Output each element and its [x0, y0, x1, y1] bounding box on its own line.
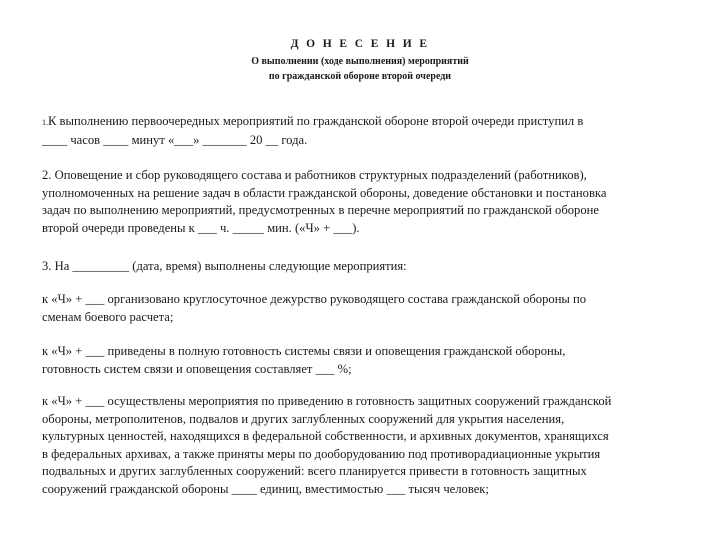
paragraph-6-line-5: подвальных и других заглубленных сооружений: всего планируется привести в готовность защитных — [42, 464, 587, 478]
paragraph-2 — [42, 167, 682, 237]
paragraph-4 — [42, 291, 682, 326]
paragraph-5-line-2: готовность систем связи и оповещения составляет ___ %; — [42, 361, 352, 376]
paragraph-3 — [42, 258, 682, 276]
paragraph-3-line-1: 3. На _________ (дата, время) выполнены следующие мероприятия: — [42, 259, 407, 273]
paragraph-5 — [42, 343, 682, 378]
paragraph-6 — [42, 393, 682, 498]
paragraph-1-line-2: ____ часов ____ минут «___» _______ 20 __ года. — [42, 132, 308, 147]
document-title: Д О Н Е С Е Н И Е — [290, 38, 430, 50]
document-subtitle-line-2: по гражданской обороне второй очереди — [268, 71, 452, 82]
paragraph-2-line-1: 2. Оповещение и сбор руководящего состава и работников структурных подразделений (работников), — [42, 168, 587, 182]
paragraph-6-line-4: в федеральных архивах, а также приняты меры по дооборудованию под противорадиационные укрытия — [42, 446, 601, 461]
paragraph-1-line-1: К выполнению первоочередных мероприятий по гражданской обороне второй очереди приступил в — [48, 114, 584, 128]
paragraph-2-line-3: задач по выполнению мероприятий, предусмотренных в перечне мероприятий по гражданской обороне — [42, 203, 599, 217]
paragraph-6-line-3: культурных ценностей, находящихся в федеральной собственности, и архивных документов, хранящихся — [42, 429, 609, 443]
paragraph-1-number: 1. — [42, 118, 48, 127]
paragraph-4-line-2: сменам боевого расчета; — [42, 309, 174, 324]
paragraph-1 — [42, 113, 682, 149]
paragraph-2-line-4: второй очереди проведены к ___ ч. _____ мин. («Ч» + ___). — [42, 220, 360, 235]
paragraph-6-line-1: к «Ч» + ___ осуществлены мероприятия по приведению в готовность защитных сооружений гражданской — [42, 394, 612, 408]
paragraph-4-line-1: к «Ч» + ___ организовано круглосуточное дежурство руководящего состава гражданской обороны по — [42, 292, 587, 306]
paragraph-5-line-1: к «Ч» + ___ приведены в полную готовность системы связи и оповещения гражданской обороны, — [42, 344, 566, 358]
paragraph-6-line-6: сооружений гражданской обороны ____ единиц, вместимостью ___ тысяч человек; — [42, 481, 489, 496]
paragraph-2-line-2: уполномоченных на решение задач в области гражданской обороны, доведение обстановки и постановка — [42, 185, 607, 200]
paragraph-6-line-2: обороны, метрополитенов, подвалов и других заглубленных сооружений для укрытия населения, — [42, 411, 565, 426]
document-subtitle-line-1: О выполнении (ходе выполнения) мероприятий — [251, 56, 469, 67]
